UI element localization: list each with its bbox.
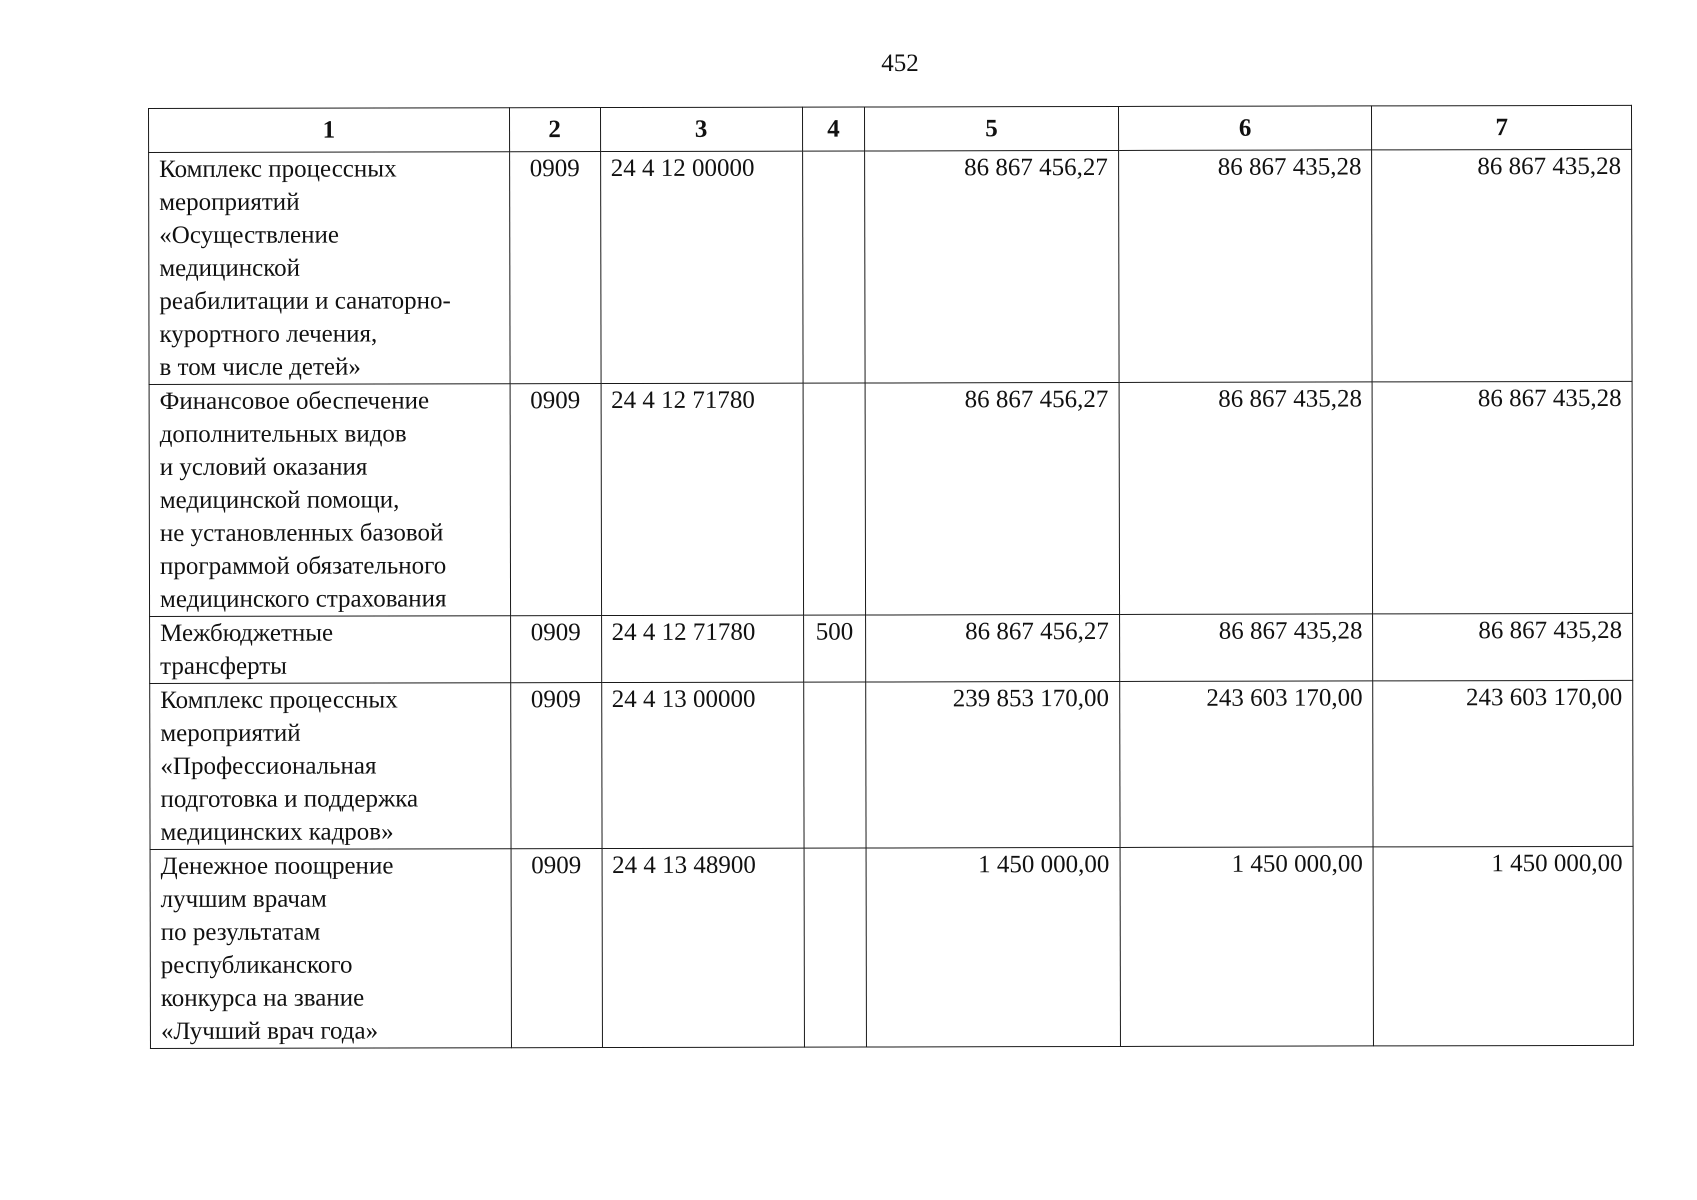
budget-table	[148, 105, 1634, 1049]
row-name-line: Комплекс процессных	[159, 155, 397, 183]
table-row	[150, 846, 1633, 1048]
column-header-2: 2	[509, 108, 600, 152]
row-name-line: в том числе детей»	[159, 353, 361, 381]
amount-col5-cell: 239 853 170,00	[866, 681, 1120, 848]
target-code-cell: 24 4 12 71780	[601, 383, 804, 615]
row-name-cell	[149, 384, 510, 617]
column-header-4: 4	[802, 107, 865, 151]
expense-type-cell	[803, 682, 866, 848]
table-row	[150, 680, 1633, 849]
row-name-cell	[150, 683, 511, 850]
page-number: 452	[881, 50, 919, 77]
row-name-line: «Профессиональная	[160, 752, 377, 780]
amount-col5-cell: 86 867 456,27	[865, 382, 1119, 615]
row-name-line: Финансовое обеспечение	[159, 387, 430, 415]
row-name-line: и условий оказания	[159, 453, 368, 481]
section-code-cell: 0909	[510, 616, 601, 683]
row-name-line: курортного лечения,	[159, 320, 378, 348]
table-row	[149, 149, 1632, 384]
row-name-line: медицинского страхования	[160, 585, 447, 613]
row-name-line: трансферты	[160, 652, 287, 680]
row-name-line: не установленных базовой	[159, 519, 444, 547]
row-name-line: медицинской	[159, 254, 301, 282]
row-name-line: конкурса на звание	[160, 984, 365, 1012]
target-code-cell: 24 4 13 48900	[602, 848, 804, 1047]
row-name-line: «Осуществление	[159, 221, 340, 249]
header-row	[149, 105, 1632, 152]
table-row	[150, 613, 1633, 683]
amount-col5-cell: 1 450 000,00	[866, 847, 1120, 1047]
row-name-cell	[150, 849, 511, 1049]
table-row	[149, 381, 1632, 616]
row-name-line: Межбюджетные	[160, 619, 334, 647]
row-name-line: дополнительных видов	[159, 420, 407, 448]
row-name-line: мероприятий	[160, 719, 301, 747]
column-header-1: 1	[149, 108, 510, 153]
row-name-line: «Лучший врач года»	[160, 1017, 379, 1045]
row-name-cell	[150, 616, 511, 684]
target-code-cell: 24 4 12 71780	[601, 615, 803, 682]
row-name-cell	[149, 152, 510, 385]
expense-type-cell	[804, 848, 867, 1047]
section-code-cell: 0909	[510, 683, 601, 849]
expense-type-cell: 500	[803, 615, 866, 682]
row-name-line: Комплекс процессных	[160, 686, 398, 714]
row-name-line: медицинской помощи,	[159, 486, 400, 514]
row-name-line: медицинских кадров»	[160, 818, 394, 846]
amount-col7-cell: 86 867 435,28	[1373, 613, 1633, 681]
amount-col6-cell: 86 867 435,28	[1119, 382, 1373, 615]
column-header-5: 5	[865, 106, 1119, 151]
amount-col6-cell: 86 867 435,28	[1118, 150, 1372, 383]
row-name-line: республиканского	[160, 951, 353, 979]
amount-col6-cell: 1 450 000,00	[1120, 847, 1374, 1047]
amount-col7-cell: 86 867 435,28	[1372, 381, 1632, 614]
column-header-6: 6	[1118, 106, 1372, 151]
amount-col7-cell: 86 867 435,28	[1372, 149, 1632, 382]
row-name-line: программой обязательного	[159, 552, 447, 580]
row-name-line: по результатам	[160, 918, 321, 946]
target-code-cell: 24 4 13 00000	[601, 682, 803, 848]
row-name-line: реабилитации и санаторно-	[159, 287, 451, 315]
row-name-line: Денежное поощрение	[160, 852, 394, 880]
amount-col7-cell: 243 603 170,00	[1373, 680, 1633, 847]
amount-col6-cell: 243 603 170,00	[1119, 681, 1373, 848]
column-header-3: 3	[600, 107, 802, 151]
row-name-line: лучшим врачам	[160, 885, 327, 913]
section-code-cell: 0909	[511, 849, 602, 1048]
expense-type-cell	[802, 151, 865, 383]
row-name-line: подготовка и поддержка	[160, 785, 419, 813]
amount-col5-cell: 86 867 456,27	[866, 614, 1120, 682]
amount-col7-cell: 1 450 000,00	[1373, 846, 1633, 1046]
row-name-line: мероприятий	[159, 188, 300, 216]
amount-col6-cell: 86 867 435,28	[1119, 614, 1373, 682]
section-code-cell: 0909	[509, 152, 600, 384]
expense-type-cell	[803, 383, 866, 615]
column-header-7: 7	[1372, 105, 1632, 150]
target-code-cell: 24 4 12 00000	[600, 151, 803, 383]
section-code-cell: 0909	[510, 384, 601, 616]
amount-col5-cell: 86 867 456,27	[865, 150, 1119, 383]
